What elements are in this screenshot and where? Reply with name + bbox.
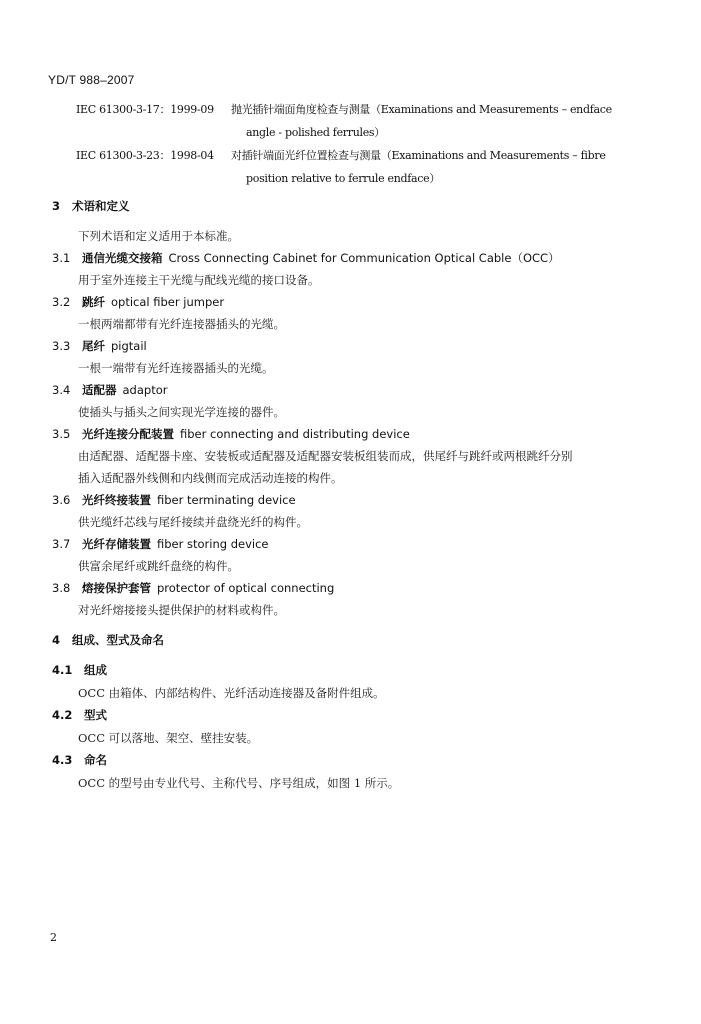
reference-title: 抛光插针端面角度检查与测量（Examinations and Measurements – endface [231,103,612,116]
term-heading [52,294,224,310]
term-definition: 使插头与插头之间实现光学连接的器件。 [78,405,285,419]
subsection-text: OCC 可以落地、架空、壁挂安装。 [78,731,259,745]
term-number: 3.5 [52,427,71,441]
term-chinese: 尾纤 [82,339,105,353]
subsection-title: 型式 [84,708,107,722]
term-definition: 插入适配器外线侧和内线侧而完成活动连接的构件。 [78,471,343,485]
term-chinese: 跳纤 [82,295,105,309]
term-number: 3.1 [52,251,71,265]
section-heading [52,198,130,214]
reference-code: IEC 61300-3-17：1999-09 [76,103,214,116]
term-chinese: 通信光缆交接箱 [82,251,163,265]
subsection-number: 4.1 [52,663,73,677]
term-heading [52,338,147,354]
subsection-heading [52,662,107,678]
section-number: 4 [52,633,61,647]
term-heading [52,250,560,266]
page-number: 2 [50,931,57,944]
subsection-text: OCC 由箱体、内部结构件、光纤活动连接器及备附件组成。 [78,686,385,700]
term-heading [52,536,268,552]
term-english: optical fiber jumper [111,295,225,309]
term-english: fiber connecting and distributing device [180,427,410,441]
term-number: 3.6 [52,493,71,507]
term-heading [52,492,296,508]
section-number: 3 [52,199,61,213]
term-chinese: 熔接保护套管 [82,581,151,595]
term-chinese: 光纤连接分配装置 [82,427,174,441]
term-chinese: 适配器 [82,383,117,397]
term-number: 3.7 [52,537,71,551]
term-english: pigtail [111,339,147,353]
subsection-title: 组成 [84,663,107,677]
term-chinese: 光纤存储装置 [82,537,151,551]
subsection-text: OCC 的型号由专业代号、主称代号、序号组成，如图 1 所示。 [78,776,400,790]
term-english: fiber storing device [157,537,269,551]
term-number: 3.3 [52,339,71,353]
term-english: fiber terminating device [157,493,296,507]
section-title: 组成、型式及命名 [72,633,164,647]
subsection-heading [52,707,107,723]
section-heading [52,632,164,648]
term-heading [52,426,410,442]
reference-title-continued: angle - polished ferrules） [246,126,385,139]
term-number: 3.4 [52,383,71,397]
reference-entry [76,147,606,163]
term-english: adaptor [122,383,168,397]
reference-entry [76,101,612,117]
term-heading [52,382,167,398]
section-title: 术语和定义 [72,199,130,213]
subsection-number: 4.3 [52,753,73,767]
term-definition: 一根一端带有光纤连接器插头的光缆。 [78,361,274,375]
term-heading [52,580,334,596]
term-number: 3.8 [52,581,71,595]
section-intro: 下列术语和定义适用于本标准。 [78,229,239,243]
subsection-title: 命名 [84,753,107,767]
term-chinese: 光纤终接装置 [82,493,151,507]
term-definition: 由适配器、适配器卡座、安装板或适配器及适配器安装板组装而成，供尾纤与跳纤或两根跳纤分别 [78,449,573,463]
subsection-number: 4.2 [52,708,73,722]
term-english: Cross Connecting Cabinet for Communication Optical Cable（OCC） [168,251,560,265]
term-definition: 供富余尾纤或跳纤盘绕的构件。 [78,559,239,573]
subsection-heading [52,752,107,768]
reference-title-continued: position relative to ferrule endface） [246,172,441,185]
term-english: protector of optical connecting [157,581,335,595]
term-definition: 用于室外连接主干光缆与配线光缆的接口设备。 [78,273,320,287]
reference-code: IEC 61300-3-23：1998-04 [76,149,214,162]
term-definition: 对光纤熔接接头提供保护的材料或构件。 [78,603,285,617]
reference-title: 对插针端面光纤位置检查与测量（Examinations and Measurements – fibre [231,149,606,162]
term-definition: 一根两端都带有光纤连接器插头的光缆。 [78,317,285,331]
term-number: 3.2 [52,295,71,309]
term-definition: 供光缆纤芯线与尾纤接续并盘绕光纤的构件。 [78,515,308,529]
standard-header: YD/T 988–2007 [48,73,135,87]
